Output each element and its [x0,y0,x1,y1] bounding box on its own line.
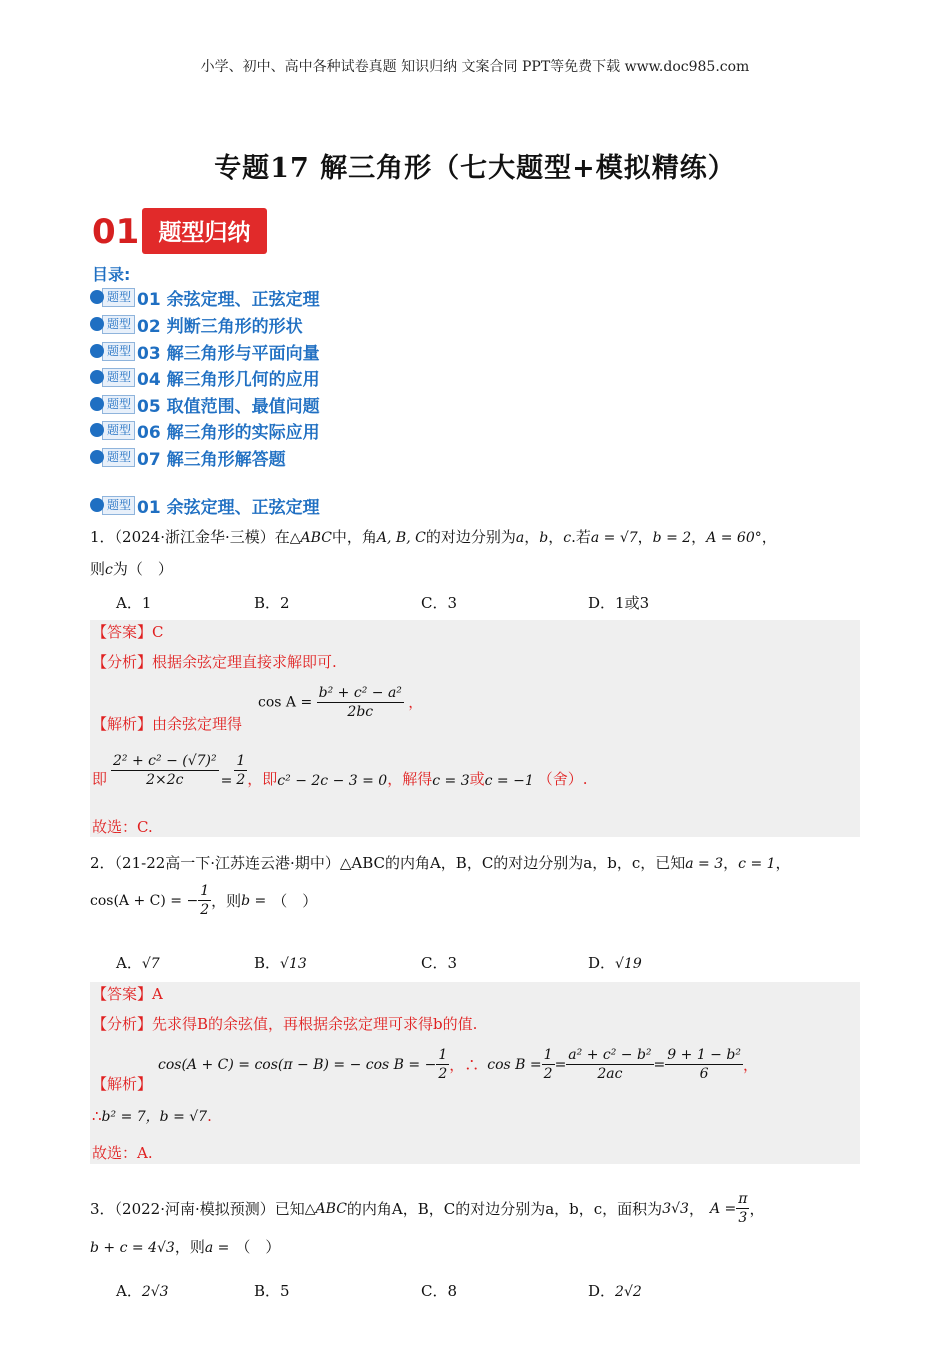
q1-analysis: 【分析】根据余弦定理直接求解即可. [92,653,337,671]
pin-icon [90,344,104,358]
q1-option-d[interactable]: D．1或3 [588,594,650,612]
q2-option-a[interactable]: A．√7 [116,954,160,972]
question-type-tag: 题型 [90,342,135,360]
question-3-ask: b + c = 4√3，则a = （ ） [90,1238,281,1256]
toc-item-label: 05 取值范围、最值问题 [137,396,320,417]
q3-option-a[interactable]: A．2√3 [116,1282,169,1300]
subsection-title: 01 余弦定理、正弦定理 [137,497,320,518]
pin-icon [90,317,104,331]
q2-option-c[interactable]: C．3 [421,954,458,972]
toc-item[interactable] [90,286,320,308]
question-type-tag: 题型 [90,315,135,333]
toc-item-label: 06 解三角形的实际应用 [137,422,320,443]
pin-icon [90,450,104,464]
question-type-tag: 题型 [90,288,135,306]
q1-equation: 即 $\frac{\text{2² + c² − (√7)²}}{2\times 2c}$ = $\frac{1}{2}$ ，即 c² − 2c − 3 = 0 ，解得 c = 3 或 c = −1 （舍）. [92,753,588,789]
q1-solution-label: 【解析】由余弦定理得 [92,715,243,733]
question-2-stem: 2．（21-22高一下·江苏连云港·期中）△ABC的内角A，B，C的对边分别为a，b，c，已知a = 3，c = 1， [90,854,791,872]
pin-icon [90,370,104,384]
q3-option-c[interactable]: C．8 [421,1282,458,1300]
site-banner: 小学、初中、高中各种试卷真题 知识归纳 文案合同 PPT等免费下载 www.doc985.com [200,59,750,75]
pin-icon [90,397,104,411]
question-type-tag: 题型 [90,496,135,514]
question-type-tag: 题型 [90,448,135,466]
question-type-tag: 题型 [90,368,135,386]
toc-item-label: 02 判断三角形的形状 [137,316,303,337]
pin-icon [90,423,104,437]
q1-option-a[interactable]: A．1 [116,594,152,612]
toc-item[interactable] [90,446,286,468]
q2-option-d[interactable]: D．√19 [588,954,642,972]
section-number: 01 [92,212,140,252]
q1-option-b[interactable]: B．2 [254,594,290,612]
question-3-stem: 3．（2022·河南·模拟预测）已知 △ABC 的内角A，B，C的对边分别为a，b，c，面积为 3√3 ， A = $\frac{\pi}{3}$ ， [90,1191,765,1226]
question-type-tag: 题型 [90,395,135,413]
q3-option-d[interactable]: D．2√2 [588,1282,642,1300]
toc-item-label: 07 解三角形解答题 [137,449,286,470]
question-2-ask: cos(A + C) = − $\frac{1}{2}$ ，则 b = （ ） [90,883,318,918]
triangle-symbol: △ABC [289,530,332,546]
q1-cos-formula: cos A = $\frac{\text{b² + c² − a²}}{2bc}$ ， [258,685,423,720]
toc-item[interactable] [90,340,320,362]
q3-option-b[interactable]: B．5 [254,1282,290,1300]
q2-option-b[interactable]: B．√13 [254,954,307,972]
toc-item-label: 01 余弦定理、正弦定理 [137,289,320,310]
q1-answer: 【答案】C [92,623,164,641]
toc-item-label: 03 解三角形与平面向量 [137,343,320,364]
q2-equation: cos(A + C) = cos(π − B) = − cos B = − $\frac{1}{2}$ ，∴ cos B = $\frac{1}{2}$ = $\frac{\text{a² + c² − b²}}{2ac}$ = $\frac{\text{9 + 1 − b²}}{6}$ ， [158,1047,758,1082]
subsection-header [90,494,320,516]
question-1-stem: 1．（2024·浙江金华·三模）在△ABC中，角A, B, C的对边分别为a，b，c.若a = √7，b = 2，A = 60°， [90,528,777,546]
document-title: 专题17 解三角形（七大题型+模拟精练） [214,153,736,184]
pin-icon [90,290,104,304]
question-type-tag: 题型 [90,421,135,439]
q2-answer: 【答案】A [92,985,163,1003]
section-label: 题型归纳 [158,220,251,246]
question-1-ask: 则c为（ ） [90,560,173,578]
toc-heading: 目录: [92,265,131,284]
toc-item[interactable] [90,313,303,335]
toc-item[interactable] [90,393,320,415]
q2-solution-label: 【解析】 [92,1075,153,1093]
q2-choice: 故选：A. [92,1144,153,1162]
toc-item-label: 04 解三角形几何的应用 [137,369,320,390]
toc-item[interactable] [90,366,320,388]
pin-icon [90,498,104,512]
q1-choice: 故选：C. [92,818,153,836]
q2-analysis: 【分析】先求得B的余弦值，再根据余弦定理可求得b的值. [92,1015,478,1033]
q1-option-c[interactable]: C．3 [421,594,458,612]
q2-result: ∴b² = 7，b = √7. [92,1107,212,1125]
toc-item[interactable] [90,419,320,441]
